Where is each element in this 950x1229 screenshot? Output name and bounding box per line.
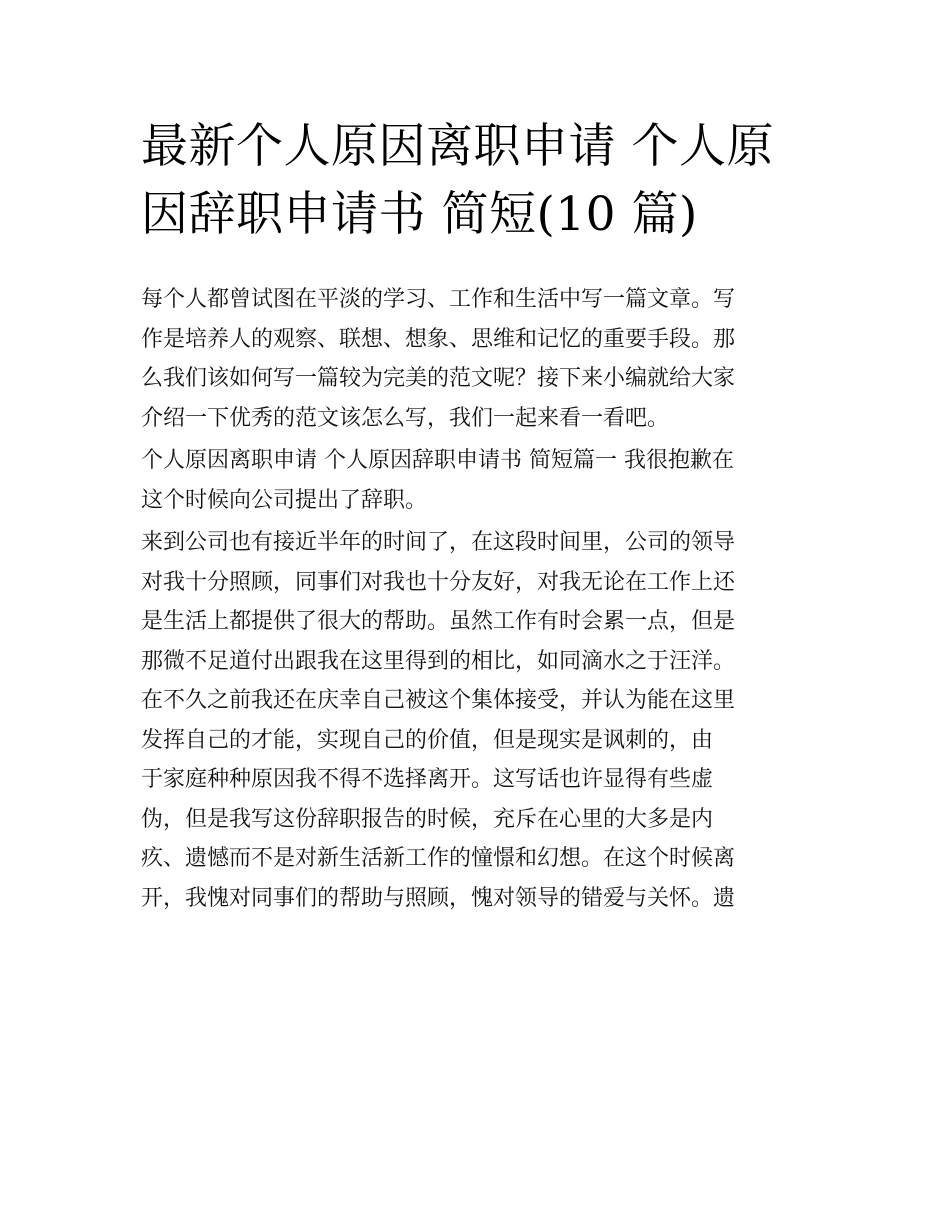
document-title [141, 113, 821, 249]
text-line: 伪，但是我写这份辞职报告的时候，充斥在心里的大多是内 [141, 806, 714, 832]
text-line: 在不久之前我还在庆幸自己被这个集体接受，并认为能在这里 [141, 688, 736, 713]
title-line: 因辞职申请书 简短(10 篇) [141, 187, 698, 242]
text-line: 来到公司也有接近半年的时间了，在这段时间里，公司的领导 [141, 530, 736, 555]
text-line: 每个人都曾试图在平淡的学习、工作和生活中写一篇文章。写 [141, 287, 736, 312]
body-paragraph [141, 523, 821, 918]
title-line: 最新个人原因离职申请 个人原 [141, 119, 774, 174]
text-line: 开，我愧对同事们的帮助与照顾，愧对领导的错爱与关怀。遗 [141, 885, 736, 911]
text-line: 对我十分照顾，同事们对我也十分友好，对我无论在工作上还 [141, 569, 736, 595]
intro-paragraph [141, 280, 821, 438]
text-line: 介绍一下优秀的范文该怎么写，我们一起来看一看吧。 [141, 405, 670, 431]
text-line: 疚、遗憾而不是对新生活新工作的憧憬和幻想。在这个时候离 [141, 846, 736, 871]
text-line: 发挥自己的才能，实现自己的价值，但是现实是讽刺的，由 [141, 727, 714, 753]
section-heading-paragraph [141, 441, 821, 520]
text-line: 作是培养人的观察、联想、想象、思维和记忆的重要手段。那 [141, 326, 736, 352]
text-line: 这个时候向公司提出了辞职。 [141, 487, 428, 513]
document-body [141, 280, 821, 921]
text-line: 于家庭种种原因我不得不选择离开。这写话也许显得有些虚 [141, 767, 714, 792]
text-line: 么我们该如何写一篇较为完美的范文呢？接下来小编就给大家 [141, 366, 736, 391]
text-line: 是生活上都提供了很大的帮助。虽然工作有时会累一点，但是 [141, 609, 736, 634]
text-line: 个人原因离职申请 个人原因辞职申请书 简短篇一 我很抱歉在 [141, 448, 734, 473]
text-line: 那微不足道付出跟我在这里得到的相比，如同滴水之于汪洋。 [141, 648, 736, 674]
